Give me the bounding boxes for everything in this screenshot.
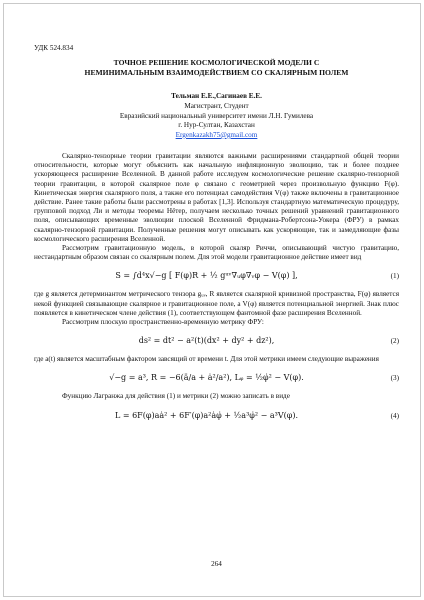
title-line-1: ТОЧНОЕ РЕШЕНИЕ КОСМОЛОГИЧЕСКОЙ МОДЕЛИ С <box>113 58 320 67</box>
equation-4-formula: L = 6F(φ)aȧ² + 6F′(φ)a²ȧφ̇ + ½a³φ̇² − a³V(φ). <box>114 410 299 420</box>
equation-1-number: (1) <box>390 272 399 281</box>
paragraph-definitions: где g является детерминантом метрического тензора gᵤᵥ, R является скалярной кривизной пространства, F(φ) является некой функцией связывающие скалярное и гравитационное поле, а V(φ) является потенциальной энергией. Знак плюс появляется в кинетическом члене действия (1), соответствующем фантомной фазе расширения Вселенной. <box>34 290 399 317</box>
city: г. Нур-Султан, Казахстан <box>178 121 255 130</box>
title-line-2: НЕМИНИМАЛЬНЫМ ВЗАИМОДЕЙСТВИЕМ СО СКАЛЯРНЫМ ПОЛЕМ <box>84 67 349 77</box>
equation-2 <box>34 327 399 355</box>
equation-1-formula: S = ∫d⁴x√−g [ F(φ)R + ½ gᵘᵛ∇ᵤφ∇ᵥφ − V(φ) ], <box>115 271 298 281</box>
author-position: Магистрант, Студент <box>184 102 249 110</box>
paragraph-scale-factor: где a(t) является масштабным фактором завсящий от времени t. Для этой метрики имеем следующие выражения <box>34 355 379 364</box>
paragraph-lagrangian: Функцию Лагранжа для действия (1) и метрики (2) можно записать в виде <box>62 392 290 401</box>
equation-4-number: (4) <box>390 411 399 420</box>
authors: Тельман Е.Е.,Сагинаев Е.Е. <box>171 92 262 100</box>
equation-3-number: (3) <box>390 374 399 383</box>
paragraph-model: Рассмотрим гравитационную модель, в которой скаляр Риччи, описывающий чистую гравитацию, нестандартным образом связан со скалярным полем. Для этой модели гравитационное действие имеет вид <box>34 244 399 262</box>
equation-1 <box>34 262 399 290</box>
university: Евразийский национальный университет имени Л.Н. Гумилева <box>119 111 314 120</box>
equation-2-formula: ds² = dt² − a²(t)(dx² + dy² + dz²), <box>138 336 275 346</box>
equation-3 <box>34 364 399 392</box>
equation-2-number: (2) <box>390 337 399 346</box>
equation-3-formula: √−g = a³, R = −6(ä/a + ȧ²/a²), Lᵩ = ½φ̇² − V(φ). <box>109 373 304 383</box>
paragraph-metric: Рассмотрим плоскую пространственно-временную метрику ФРУ: <box>62 318 264 327</box>
udk-code: УДК 524.834 <box>34 44 74 52</box>
email-link[interactable]: Ergenkazakh75@gmail.com <box>175 130 258 139</box>
affiliation <box>34 102 399 140</box>
page-number: 264 <box>211 560 222 568</box>
paragraph-intro: Скалярно-тензорные теории гравитации являются важными расширениями стандартной общей теории относительности, которые могут объяснить как начальную инфляционную эволюцию, так и более позднее ускоряющееся расширение Вселенной. В данной работе исследуем космологические решение скалярно-тензорной теории гравитации, в которой скалярное поле φ связано с геометрией через произвольную функцию F(φ). Кинетическая энергия скалярного поля, а также его потенциал самодействия V(φ) также включены в гравитационное действие. Ранее такие работы были рассмотрены в работах [1,3]. Используя стандартную математическую процедуру, групповой подход Ли и методы теоремы Нётер, получаем несколько точных решений уравнений гравитационного поля, описывающих временные эволюции плоской Вселенной Фридмана-Робертсона-Уокера (ФРУ) в рамках скалярно-тензорной гравитации. Полученные решения могут описывать как ускоряющие, так и замедляющие фазы космологического расширения Вселенной. <box>34 152 399 243</box>
page-frame <box>3 3 421 597</box>
equation-4 <box>34 402 399 430</box>
body-text <box>34 152 399 430</box>
paper-title <box>34 58 399 77</box>
